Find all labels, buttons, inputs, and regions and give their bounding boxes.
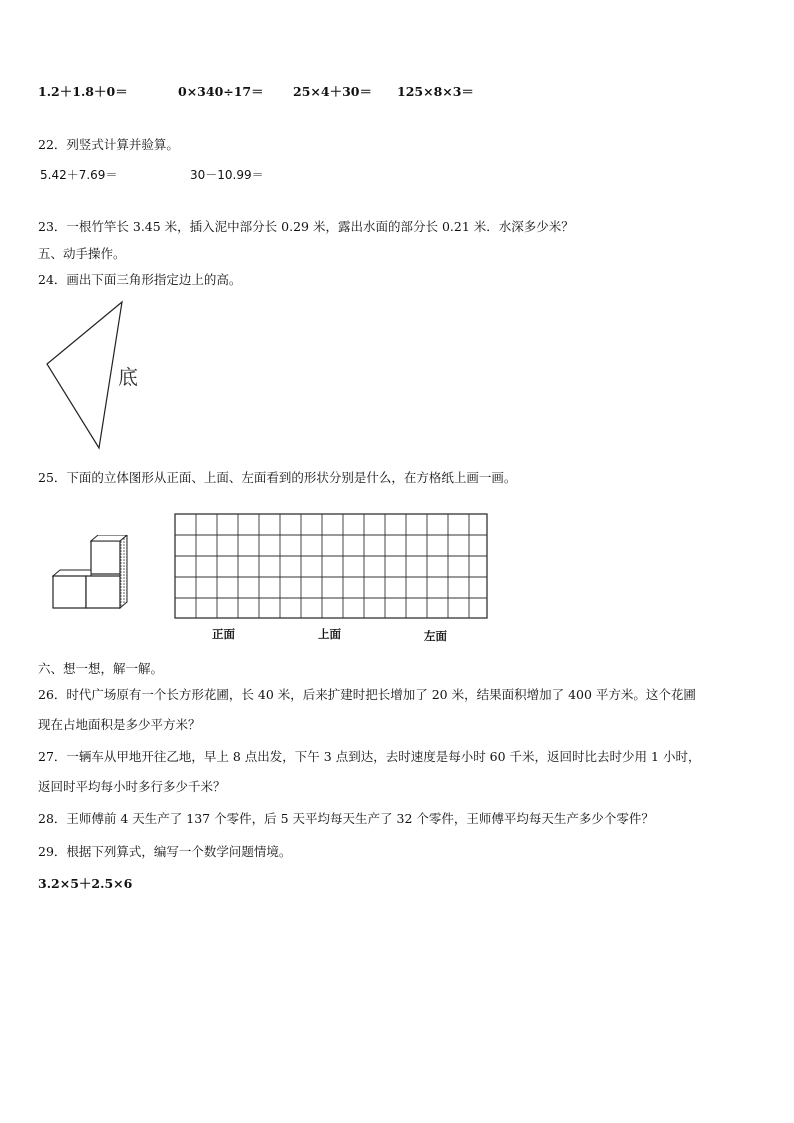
- calc-item-4: 125×8×3＝: [397, 84, 474, 99]
- view-label-left: 左面: [424, 629, 447, 643]
- q27-line-2: 返回时平均每小时多行多少千米？: [38, 779, 226, 794]
- calc-item-2: 0×340÷17＝: [178, 84, 264, 99]
- q22-item-2: 30－10.99＝: [190, 168, 264, 182]
- bottom-left-cube-front: [53, 576, 86, 608]
- q27-line-1: 27．一辆车从甲地开往乙地，早上 8 点出发，下午 3 点到达，去时速度是每小时 60 千米，返回时比去时少用 1 小时，: [38, 749, 701, 764]
- triangle-figure: [40, 298, 170, 453]
- cube-right-face: [120, 535, 127, 608]
- bottom-right-cube-front: [86, 576, 120, 608]
- calc-item-1: 1.2＋1.8＋0＝: [38, 84, 128, 99]
- top-cube-front: [91, 541, 120, 574]
- triangle-base-label: 底: [118, 365, 138, 389]
- top-cube-top: [91, 535, 127, 541]
- triangle-shape: [47, 302, 122, 448]
- section-6-heading: 六、想一想，解一解。: [38, 661, 164, 676]
- q22-title: 22．列竖式计算并验算。: [38, 137, 179, 152]
- view-label-front: 正面: [212, 627, 235, 641]
- q25-title: 25．下面的立体图形从正面、上面、左面看到的形状分别是什么，在方格纸上画一画。: [38, 470, 517, 485]
- q29-title: 29．根据下列算式，编写一个数学问题情境。: [38, 844, 292, 859]
- calc-item-3: 25×4＋30＝: [293, 84, 372, 99]
- bottom-cube-top: [53, 570, 91, 576]
- view-label-top: 上面: [318, 627, 341, 641]
- q26-line-2: 现在占地面积是多少平方米？: [38, 717, 201, 732]
- q24-title: 24．画出下面三角形指定边上的高。: [38, 272, 242, 287]
- q29-expression: 3.2×5＋2.5×6: [38, 876, 133, 891]
- q22-item-1: 5.42＋7.69＝: [40, 168, 118, 182]
- section-5-heading: 五、动手操作。: [38, 246, 126, 261]
- q23-text: 23．一根竹竿长 3.45 米，插入泥中部分长 0.29 米，露出水面的部分长 0.21 米．水深多少米？: [38, 219, 574, 234]
- grid-paper: [174, 513, 490, 623]
- q26-line-1: 26．时代广场原有一个长方形花圃，长 40 米，后来扩建时把长增加了 20 米，结果面积增加了 400 平方米。这个花圃: [38, 687, 696, 702]
- cube-stack-figure: [48, 535, 133, 620]
- q28-text: 28．王师傅前 4 天生产了 137 个零件，后 5 天平均每天生产了 32 个零件，王师傅平均每天生产多少个零件？: [38, 811, 654, 826]
